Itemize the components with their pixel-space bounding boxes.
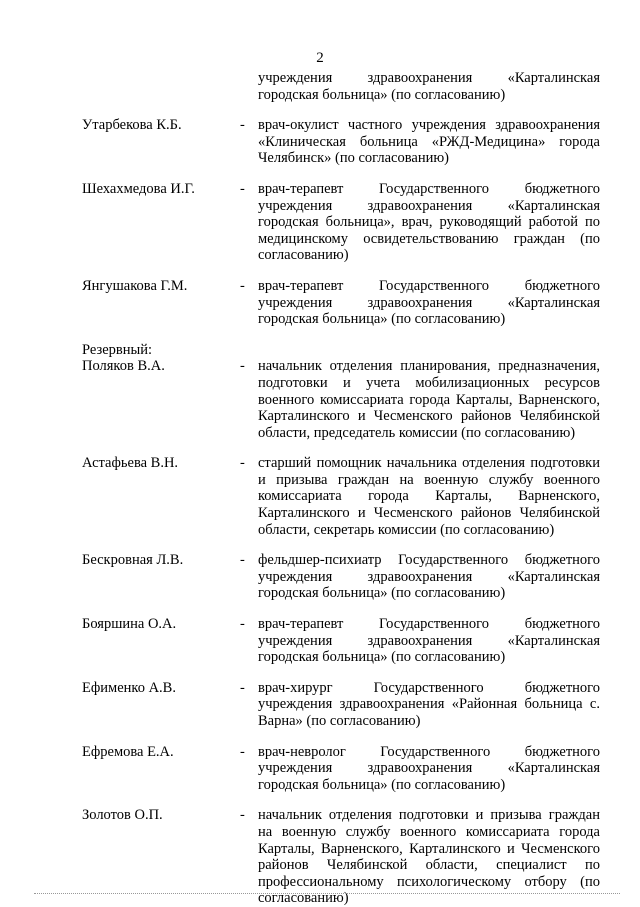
separator-dash: - xyxy=(240,117,245,134)
list-item xyxy=(82,552,600,602)
separator-dash: - xyxy=(240,277,245,294)
list-item xyxy=(82,117,600,167)
reserve-heading: Резервный: xyxy=(82,341,153,358)
page-bottom-rule xyxy=(34,893,620,894)
member-name: Ефремова Е.А. xyxy=(82,743,174,760)
member-name: Бескровная Л.В. xyxy=(82,552,184,569)
page-number: 2 xyxy=(316,50,324,66)
member-position: фельдшер-психиатр Государственного бюджетного учреждения здравоохранения «Карталинская городская больница» (по согласованию) xyxy=(258,552,600,602)
member-name: Поляков В.А. xyxy=(82,358,165,375)
separator-dash: - xyxy=(240,358,245,375)
list-item xyxy=(82,70,600,103)
member-position: врач-терапевт Государственного бюджетного учреждения здравоохранения «Карталинская городская больница» (по согласованию) xyxy=(258,616,600,666)
member-name: Золотов О.П. xyxy=(82,807,163,824)
list-item xyxy=(82,278,600,328)
list-item xyxy=(82,616,600,666)
separator-dash: - xyxy=(240,180,245,197)
member-position: врач-терапевт Государственного бюджетного учреждения здравоохранения «Карталинская городская больница» (по согласованию) xyxy=(258,277,600,328)
member-name: Астафьева В.Н. xyxy=(82,455,179,472)
member-position: врач-терапевт Государственного бюджетного учреждения здравоохранения «Карталинская городская больница», врач, руководящий работой по медицинскому освидетельствованию граждан (по согласованию) xyxy=(258,180,600,264)
list-item xyxy=(82,807,600,907)
member-position: учреждения здравоохранения «Карталинская городская больница» (по согласованию) xyxy=(258,70,600,103)
separator-dash: - xyxy=(240,679,245,696)
commission-list xyxy=(82,70,600,907)
member-position: врач-хирург Государственного бюджетного учреждения здравоохранения «Районная больница с. Варна» (по согласованию) xyxy=(258,679,600,729)
member-name: Ефименко А.В. xyxy=(82,679,176,696)
member-position: начальник отделения подготовки и призыва граждан на военную службу военного комиссариата города Карталы, Варненского, Карталинского и Чесменского районов Челябинской области, специалист по профессиональному психологическому отбору (по согласованию) xyxy=(258,807,600,907)
member-position: старший помощник начальника отделения подготовки и призыва граждан на военную службу военного комиссариата города Карталы, Варненского, Карталинского и Чесменского районов Челябинской области, секретарь комиссии (по согласованию) xyxy=(258,455,600,538)
member-name: Янгушакова Г.М. xyxy=(82,277,188,294)
member-position: врач-невролог Государственного бюджетного учреждения здравоохранения «Карталинская городская больница» (по согласованию) xyxy=(258,743,600,793)
member-name: Утарбекова К.Б. xyxy=(82,117,182,134)
list-item xyxy=(82,358,600,441)
separator-dash: - xyxy=(240,455,245,472)
member-position: врач-окулист частного учреждения здравоохранения «Клиническая больница «РЖД-Медицина» города Челябинск» (по согласованию) xyxy=(258,117,600,167)
list-item xyxy=(82,680,600,730)
member-name: Бояршина О.А. xyxy=(82,616,177,633)
separator-dash: - xyxy=(240,807,245,824)
list-item xyxy=(82,181,600,264)
separator-dash: - xyxy=(240,552,245,569)
member-name: Шехахмедова И.Г. xyxy=(82,180,195,197)
member-position: начальник отделения планирования, предназначения, подготовки и учета мобилизационных ресурсов военного комиссариата города Карталы, Варненского, Карталинского и Чесменского районов Челябинской области, председатель комиссии (по согласованию) xyxy=(258,358,600,441)
separator-dash: - xyxy=(240,616,245,633)
list-item xyxy=(82,744,600,794)
list-item xyxy=(82,455,600,538)
separator-dash: - xyxy=(240,743,245,760)
